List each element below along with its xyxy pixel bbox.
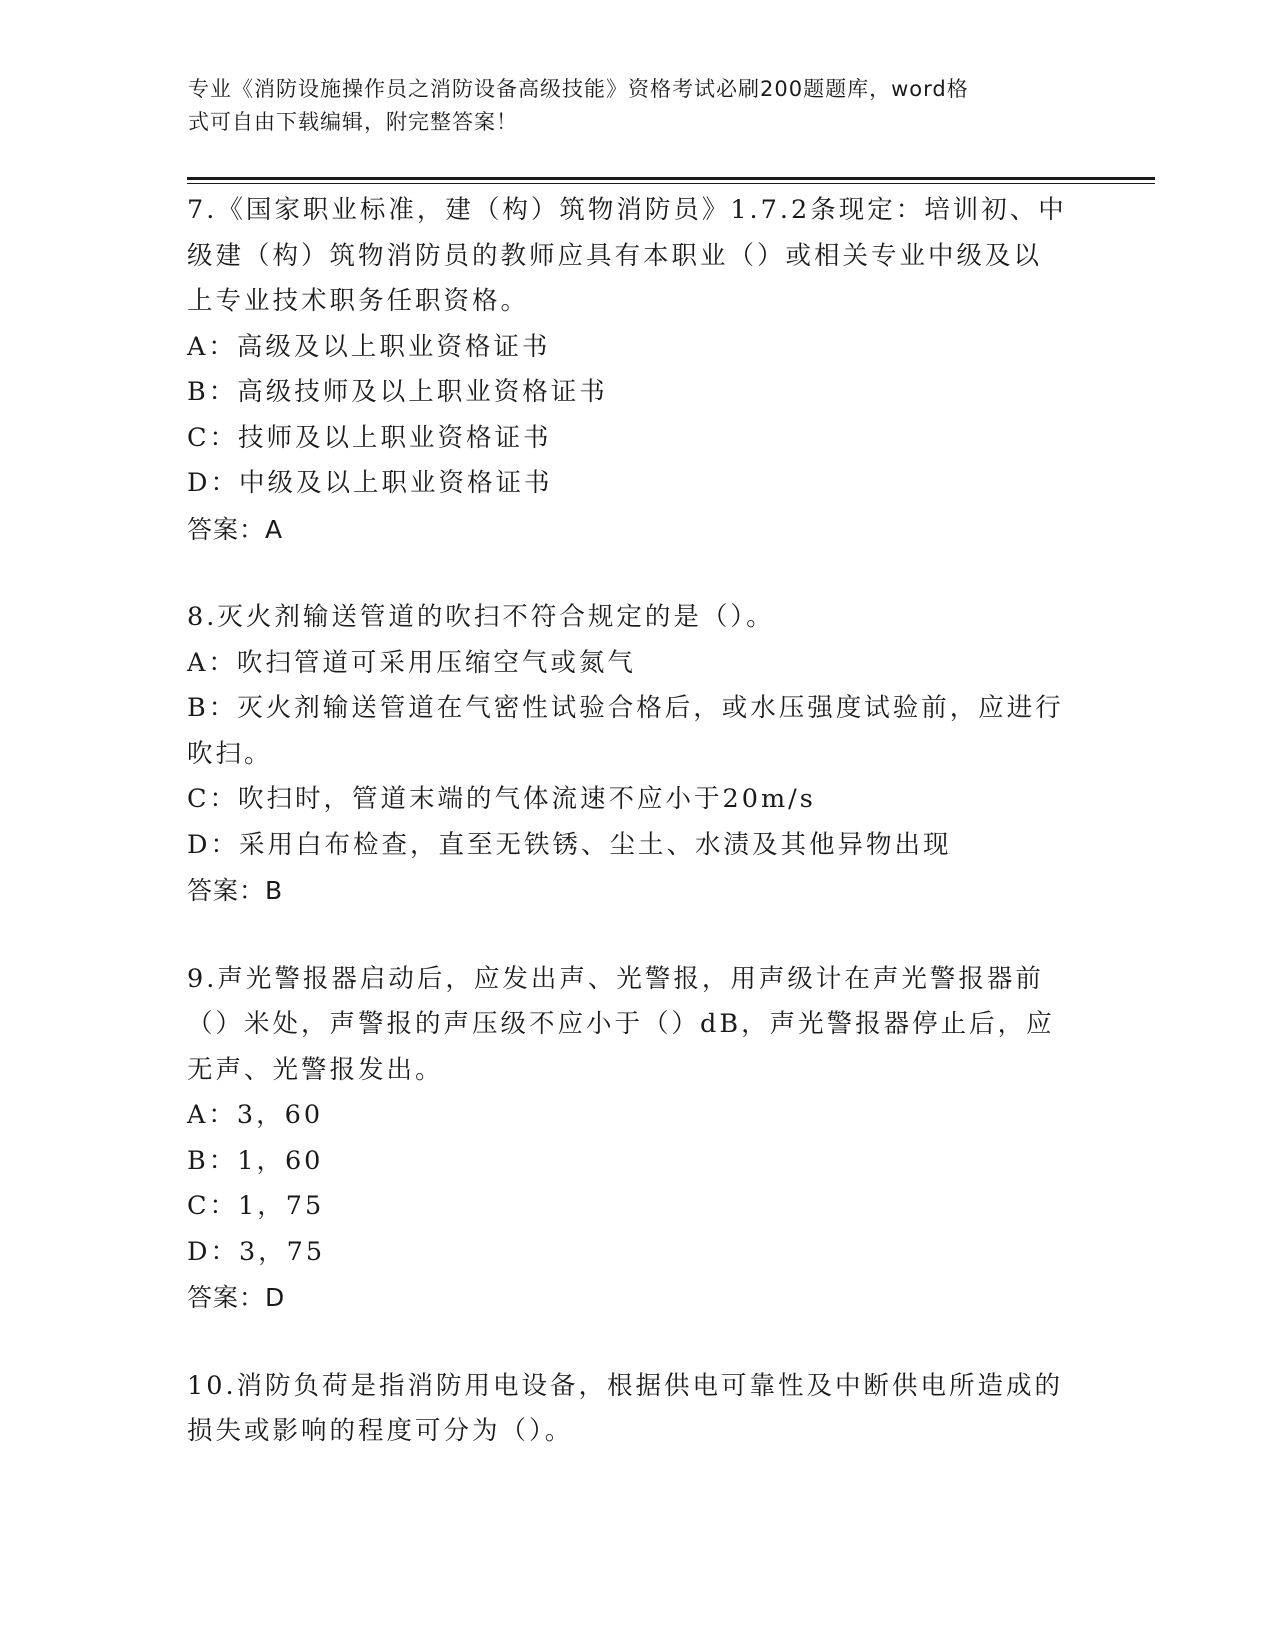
header-divider-thick bbox=[187, 177, 1155, 180]
question-text-line: 9.声光警报器启动后，应发出声、光警报，用声级计在声光警报器前 bbox=[187, 963, 1044, 994]
option-b: B：1，60 bbox=[187, 1145, 324, 1176]
question-text-line: 无声、光警报发出。 bbox=[187, 1054, 444, 1085]
option-a: A：吹扫管道可采用压缩空气或氮气 bbox=[187, 647, 636, 678]
option-a: A：3，60 bbox=[187, 1100, 324, 1130]
option-c: C：吹扫时，管道末端的气体流速不应小于20m/s bbox=[187, 784, 816, 814]
option-c: C：1，75 bbox=[187, 1191, 325, 1221]
header-divider-thin bbox=[187, 183, 1155, 184]
question-text-line: （）米处，声警报的声压级不应小于（）dB，声光警报器停止后，应 bbox=[187, 1009, 1055, 1039]
answer-label: 答案：A bbox=[187, 514, 284, 544]
header-line-1: 专业《消防设施操作员之消防设备高级技能》资格考试必刷200题题库，word格 bbox=[188, 77, 969, 101]
question-text-line: 上专业技术职务任职资格。 bbox=[187, 286, 530, 316]
question-text-line: 8.灭火剂输送管道的吹扫不符合规定的是（）。 bbox=[187, 602, 775, 632]
question-7 bbox=[187, 188, 1087, 552]
question-text-line: 7.《国家职业标准，建（构）筑物消防员》1.7.2条现定：培训初、中 bbox=[187, 195, 1067, 225]
option-d: D：中级及以上职业资格证书 bbox=[187, 468, 553, 498]
question-text-line: 级建（构）筑物消防员的教师应具有本职业（）或相关专业中级及以 bbox=[187, 240, 1043, 271]
header-line-2: 式可自由下载编辑，附完整答案！ bbox=[188, 110, 518, 134]
question-text-line: 10.消防负荷是指消防用电设备，根据供电可靠性及中断供电所造成的 bbox=[187, 1370, 1064, 1401]
option-b-continued: 吹扫。 bbox=[187, 738, 273, 769]
question-9 bbox=[187, 957, 1087, 1321]
option-d: D：3，75 bbox=[187, 1236, 326, 1267]
document-header bbox=[188, 73, 1088, 139]
option-b: B：灭火剂输送管道在气密性试验合格后，或水压强度试验前，应进行 bbox=[187, 693, 1064, 723]
question-list bbox=[187, 188, 1087, 1498]
option-c: C：技师及以上职业资格证书 bbox=[187, 422, 552, 453]
question-text-line: 损失或影响的程度可分为（）。 bbox=[187, 1416, 574, 1446]
answer-label: 答案：D bbox=[187, 1283, 286, 1312]
option-b: B：高级技师及以上职业资格证书 bbox=[187, 377, 608, 407]
option-a: A：高级及以上职业资格证书 bbox=[187, 331, 551, 362]
question-8 bbox=[187, 595, 1087, 914]
option-d: D：采用白布检查，直至无铁锈、尘土、水渍及其他异物出现 bbox=[187, 829, 952, 860]
answer-label: 答案：B bbox=[187, 876, 284, 905]
question-10 bbox=[187, 1364, 1087, 1455]
